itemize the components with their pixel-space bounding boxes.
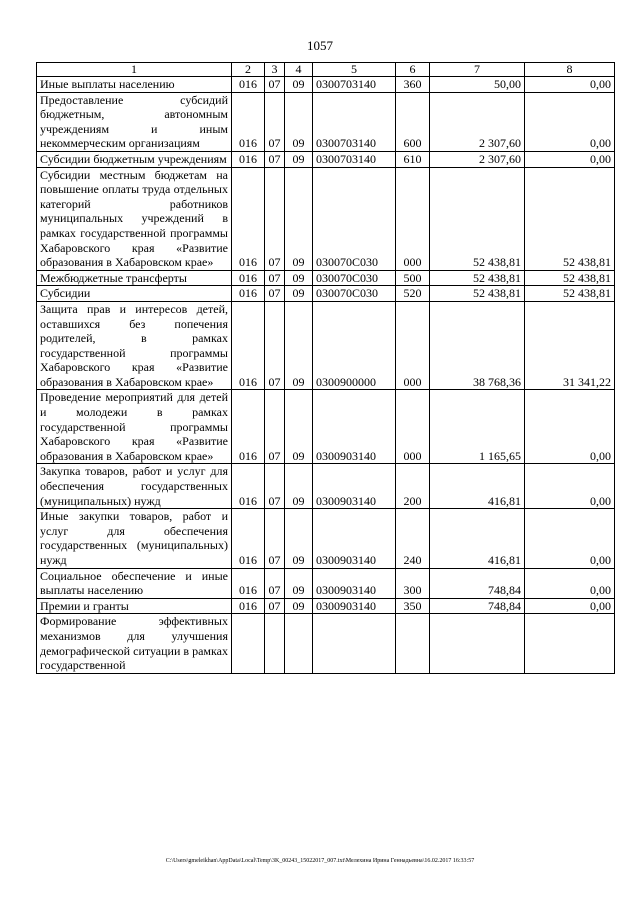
table-row (37, 464, 615, 509)
table-row (37, 92, 615, 151)
header-cell: 3 (265, 63, 285, 77)
section-cell: 07 (265, 509, 285, 568)
amount-cell: 38 768,36 (430, 301, 525, 390)
expense-type-cell: 500 (396, 270, 430, 286)
subsection-cell: 09 (285, 464, 313, 509)
amount-cell (430, 614, 525, 673)
table-row (37, 568, 615, 598)
row-name-cell: Закупка товаров, работ и услуг для обеспечения государственных (муниципальных) нужд (37, 464, 232, 509)
section-cell: 07 (265, 301, 285, 390)
amount-cell: 52 438,81 (525, 270, 615, 286)
target-article-cell (313, 614, 396, 673)
table-row (37, 509, 615, 568)
expense-type-cell: 000 (396, 390, 430, 464)
amount-cell: 52 438,81 (525, 286, 615, 302)
target-article-cell: 0300903140 (313, 390, 396, 464)
subsection-cell: 09 (285, 77, 313, 93)
amount-cell: 2 307,60 (430, 92, 525, 151)
section-cell: 07 (265, 77, 285, 93)
row-name-cell: Предоставление субсидий бюджетным, автономным учреждениям и иным некоммерческим организациям (37, 92, 232, 151)
row-name-cell: Субсидии (37, 286, 232, 302)
header-cell: 4 (285, 63, 313, 77)
amount-cell: 0,00 (525, 151, 615, 167)
header-row (37, 63, 615, 77)
header-cell: 6 (396, 63, 430, 77)
subsection-cell: 09 (285, 509, 313, 568)
subsection-cell (285, 614, 313, 673)
header-cell: 2 (232, 63, 265, 77)
table-row (37, 77, 615, 93)
code-cell: 016 (232, 464, 265, 509)
budget-table (36, 62, 615, 674)
section-cell: 07 (265, 568, 285, 598)
amount-cell: 0,00 (525, 509, 615, 568)
expense-type-cell: 000 (396, 167, 430, 270)
subsection-cell: 09 (285, 151, 313, 167)
row-name-cell: Субсидии местным бюджетам на повышение оплаты труда отдельных категорий работников муниципальных учреждений в рамках государственной программы Хабаровского края «Развитие образования в Хабаровском крае» (37, 167, 232, 270)
expense-type-cell: 610 (396, 151, 430, 167)
subsection-cell: 09 (285, 390, 313, 464)
row-name-cell: Защита прав и интересов детей, оставшихся без попечения родителей, в рамках государственной программы Хабаровского края «Развитие образования в Хабаровском крае» (37, 301, 232, 390)
table-row (37, 390, 615, 464)
amount-cell: 31 341,22 (525, 301, 615, 390)
amount-cell: 416,81 (430, 464, 525, 509)
document-footer-path: C:\Users\gmeleikhan\AppData\Local\Temp\3K_00243_15022017_007.txt\Мелехина Ирина Геннадьевна\16.02.2017 16:33:57 (165, 858, 475, 864)
target-article-cell: 0300903140 (313, 509, 396, 568)
target-article-cell: 0300903140 (313, 568, 396, 598)
code-cell: 016 (232, 301, 265, 390)
header-cell: 5 (313, 63, 396, 77)
section-cell: 07 (265, 286, 285, 302)
section-cell: 07 (265, 390, 285, 464)
section-cell: 07 (265, 167, 285, 270)
amount-cell: 748,84 (430, 598, 525, 614)
target-article-cell: 030070С030 (313, 167, 396, 270)
code-cell: 016 (232, 167, 265, 270)
target-article-cell: 030070С030 (313, 270, 396, 286)
code-cell: 016 (232, 77, 265, 93)
code-cell: 016 (232, 509, 265, 568)
table-row (37, 598, 615, 614)
row-name-cell: Социальное обеспечение и иные выплаты населению (37, 568, 232, 598)
subsection-cell: 09 (285, 92, 313, 151)
amount-cell: 1 165,65 (430, 390, 525, 464)
expense-type-cell: 600 (396, 92, 430, 151)
expense-type-cell: 520 (396, 286, 430, 302)
amount-cell: 0,00 (525, 77, 615, 93)
expense-type-cell: 240 (396, 509, 430, 568)
expense-type-cell: 200 (396, 464, 430, 509)
header-cell: 7 (430, 63, 525, 77)
code-cell (232, 614, 265, 673)
page-number: 1057 (307, 38, 333, 53)
amount-cell: 52 438,81 (430, 270, 525, 286)
header-cell: 8 (525, 63, 615, 77)
amount-cell: 52 438,81 (430, 286, 525, 302)
target-article-cell: 0300903140 (313, 598, 396, 614)
row-name-cell: Иные закупки товаров, работ и услуг для обеспечения государственных (муниципальных) нужд (37, 509, 232, 568)
code-cell: 016 (232, 390, 265, 464)
section-cell: 07 (265, 270, 285, 286)
code-cell: 016 (232, 568, 265, 598)
subsection-cell: 09 (285, 270, 313, 286)
table-row (37, 151, 615, 167)
section-cell: 07 (265, 151, 285, 167)
expense-type-cell: 000 (396, 301, 430, 390)
subsection-cell: 09 (285, 598, 313, 614)
header-cell: 1 (37, 63, 232, 77)
expense-type-cell: 300 (396, 568, 430, 598)
subsection-cell: 09 (285, 286, 313, 302)
amount-cell: 0,00 (525, 568, 615, 598)
target-article-cell: 0300703140 (313, 77, 396, 93)
code-cell: 016 (232, 270, 265, 286)
amount-cell: 52 438,81 (430, 167, 525, 270)
section-cell (265, 614, 285, 673)
target-article-cell: 030070С030 (313, 286, 396, 302)
table-row (37, 301, 615, 390)
code-cell: 016 (232, 286, 265, 302)
table-row (37, 167, 615, 270)
subsection-cell: 09 (285, 167, 313, 270)
amount-cell: 50,00 (430, 77, 525, 93)
row-name-cell: Межбюджетные трансферты (37, 270, 232, 286)
section-cell: 07 (265, 464, 285, 509)
section-cell: 07 (265, 598, 285, 614)
code-cell: 016 (232, 598, 265, 614)
amount-cell: 0,00 (525, 464, 615, 509)
target-article-cell: 0300900000 (313, 301, 396, 390)
amount-cell: 2 307,60 (430, 151, 525, 167)
amount-cell: 0,00 (525, 598, 615, 614)
row-name-cell: Субсидии бюджетным учреждениям (37, 151, 232, 167)
amount-cell: 416,81 (430, 509, 525, 568)
code-cell: 016 (232, 92, 265, 151)
subsection-cell: 09 (285, 568, 313, 598)
expense-type-cell: 350 (396, 598, 430, 614)
subsection-cell: 09 (285, 301, 313, 390)
amount-cell: 52 438,81 (525, 167, 615, 270)
row-name-cell: Проведение мероприятий для детей и молодежи в рамках государственной программы Хабаровского края «Развитие образования в Хабаровском крае» (37, 390, 232, 464)
expense-type-cell (396, 614, 430, 673)
amount-cell: 0,00 (525, 92, 615, 151)
target-article-cell: 0300703140 (313, 151, 396, 167)
table-row (37, 270, 615, 286)
code-cell: 016 (232, 151, 265, 167)
expense-type-cell: 360 (396, 77, 430, 93)
row-name-cell: Иные выплаты населению (37, 77, 232, 93)
amount-cell (525, 614, 615, 673)
target-article-cell: 0300703140 (313, 92, 396, 151)
row-name-cell: Премии и гранты (37, 598, 232, 614)
amount-cell: 0,00 (525, 390, 615, 464)
target-article-cell: 0300903140 (313, 464, 396, 509)
section-cell: 07 (265, 92, 285, 151)
table-row (37, 614, 615, 673)
table-row (37, 286, 615, 302)
amount-cell: 748,84 (430, 568, 525, 598)
row-name-cell: Формирование эффективных механизмов для улучшения демографической ситуации в рамках государственной (37, 614, 232, 673)
